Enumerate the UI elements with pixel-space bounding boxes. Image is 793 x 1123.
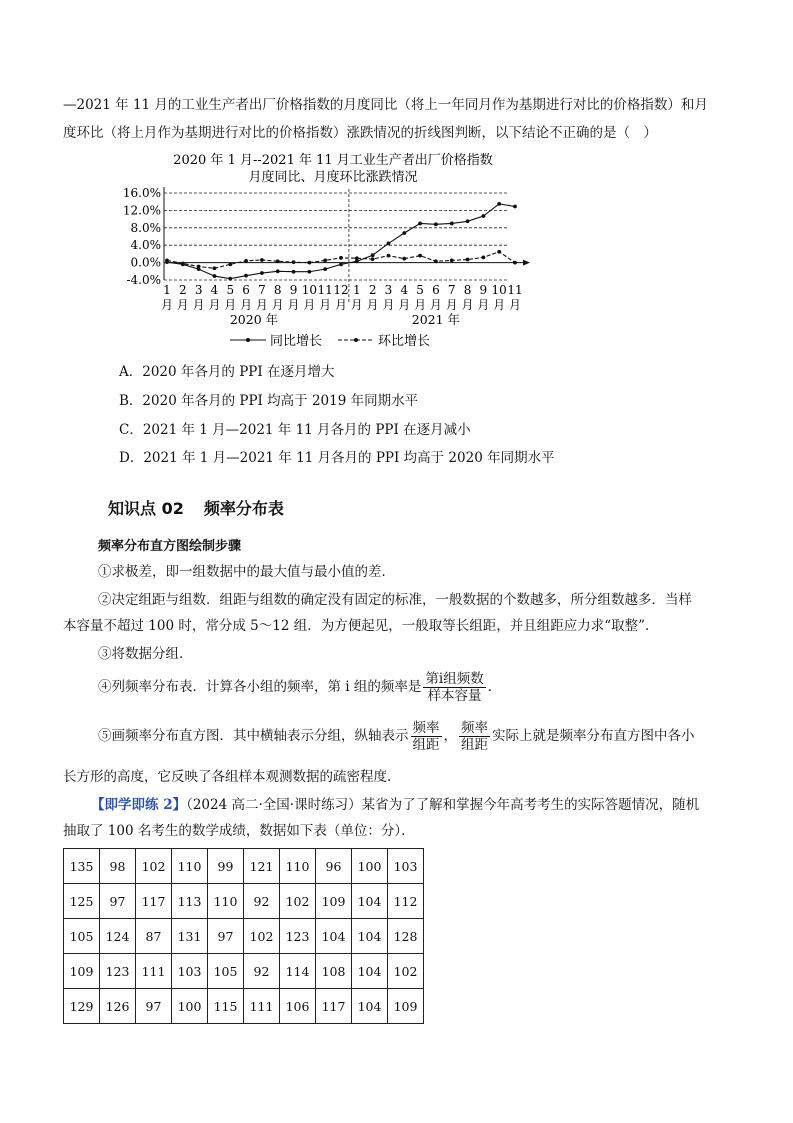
fraction-numerator: 频率: [412, 720, 440, 736]
x-tick-month-label: 月: [176, 298, 189, 312]
x-tick-month-label: 月: [271, 298, 284, 312]
x-tick-month-label: 月: [192, 298, 205, 312]
x-tick-label: 11: [317, 283, 333, 297]
data-point: [371, 257, 375, 261]
table-cell: 105: [208, 954, 244, 989]
section-label: 知识点 02: [108, 499, 184, 518]
x-tick-month-label: 月: [240, 298, 253, 312]
table-cell: 121: [244, 849, 280, 884]
x-tick-label: 11: [507, 283, 523, 297]
table-cell: 104: [352, 919, 388, 954]
table-cell: 110: [280, 849, 316, 884]
x-tick-label: 7: [447, 283, 456, 297]
chart-legend: [230, 334, 430, 349]
data-point: [260, 258, 264, 262]
table-cell: 87: [136, 919, 172, 954]
step-5-comma: ，: [443, 728, 457, 744]
table-cell: 104: [352, 989, 388, 1024]
data-point: [339, 262, 343, 266]
data-point: [418, 254, 422, 258]
question-line-2: 度环比（将上月作为基期进行对比的价格指数）涨跌情况的折线图判断，以下结论不正确的是（ ）: [63, 125, 657, 141]
data-point: [387, 254, 391, 258]
table-cell: 105: [64, 919, 100, 954]
table-cell: 124: [100, 919, 136, 954]
table-cell: 123: [280, 919, 316, 954]
x-tick-month-label: 月: [461, 298, 474, 312]
x-tick-label: 10: [301, 283, 318, 297]
step-4-end: ．: [487, 679, 502, 695]
x-tick-month-label: 月: [350, 298, 363, 312]
x-tick-label: 6: [242, 283, 250, 297]
data-point: [418, 222, 422, 226]
legend-marker-mom: [354, 338, 358, 342]
option-c: C．2021 年 1 月—2021 年 11 月各月的 PPI 在逐月减小: [119, 422, 471, 438]
legend-label-yoy: 同比增长: [270, 334, 323, 349]
data-point: [497, 250, 501, 254]
table-cell: 117: [316, 989, 352, 1024]
section-subtitle: 频率分布直方图绘制步骤: [98, 539, 242, 554]
x-tick-month-label: 月: [208, 298, 221, 312]
table-cell: 102: [244, 919, 280, 954]
table-cell: 128: [388, 919, 424, 954]
table-cell: 135: [64, 849, 100, 884]
x-tick-label: 1: [352, 283, 361, 297]
data-point: [339, 256, 343, 260]
table-cell: 102: [136, 849, 172, 884]
table-cell: 123: [100, 954, 136, 989]
step-1: ①求极差，即一组数据中的最大值与最小值的差．: [98, 564, 395, 580]
data-point: [307, 261, 311, 265]
data-point: [481, 255, 485, 259]
x-tick-label: 8: [463, 283, 472, 297]
table-row: [64, 954, 424, 989]
x-tick-month-label: 月: [414, 298, 427, 312]
table-cell: 98: [100, 849, 136, 884]
data-point: [276, 259, 280, 263]
table-cell: 108: [316, 954, 352, 989]
data-point: [197, 265, 201, 269]
table-cell: 109: [64, 954, 100, 989]
fraction-denominator: 样本容量: [427, 688, 482, 704]
chart-title: 2020 年 1 月--2021 年 11 月工业生产者出厂价格指数: [173, 153, 493, 168]
step-3: ③将数据分组．: [98, 646, 193, 662]
step-4-fraction: [423, 671, 485, 704]
data-point: [228, 277, 232, 281]
fraction-numerator: 第i组频数: [425, 671, 484, 687]
data-point: [497, 202, 501, 206]
data-point: [450, 222, 454, 226]
ppi-line-chart: [120, 150, 540, 355]
data-point: [307, 270, 311, 274]
step-5-text: ⑤画频率分布直方图．其中横轴表示分组，纵轴表示: [98, 728, 409, 744]
x-tick-month-label: 月: [445, 298, 458, 312]
table-cell: 100: [172, 989, 208, 1024]
data-point: [244, 259, 248, 263]
table-cell: 129: [64, 989, 100, 1024]
table-cell: 104: [316, 919, 352, 954]
data-point: [387, 242, 391, 246]
section-heading: [108, 496, 284, 519]
table-cell: 104: [352, 884, 388, 919]
table-cell: 115: [208, 989, 244, 1024]
x-tick-label: 4: [210, 283, 219, 297]
chart-tick-labels: [123, 186, 523, 327]
data-point: [466, 219, 470, 223]
exercise-text-1: 某省为了了解和掌握今年高考考生的实际答题情况，随机: [361, 797, 700, 813]
table-row: [64, 849, 424, 884]
table-cell: 104: [352, 954, 388, 989]
table-cell: 96: [316, 849, 352, 884]
data-point: [323, 267, 327, 271]
fraction-denominator: 组距: [461, 737, 488, 753]
exercise-tag: 【即学即练 2】: [91, 797, 187, 813]
table-row: [64, 989, 424, 1024]
data-point: [181, 262, 185, 266]
step-5: [98, 720, 695, 753]
x-tick-month-label: 月: [224, 298, 237, 312]
table-cell: 100: [352, 849, 388, 884]
x-tick-label: 3: [194, 283, 203, 297]
data-point: [213, 274, 217, 278]
chart-subtitle: 月度同比、月度环比涨跌情况: [248, 170, 418, 185]
legend-label-mom: 环比增长: [378, 334, 431, 349]
table-cell: 92: [244, 884, 280, 919]
table-cell: 114: [280, 954, 316, 989]
step-4: [98, 671, 501, 704]
x-tick-label: 7: [258, 283, 266, 297]
table-cell: 131: [172, 919, 208, 954]
x-tick-label: 2: [178, 283, 187, 297]
exercise-line-1: [91, 796, 699, 814]
x-axis-arrow: [523, 260, 530, 266]
table-cell: 110: [208, 884, 244, 919]
data-point: [228, 262, 232, 266]
table-cell: 117: [136, 884, 172, 919]
x-tick-month-label: 月: [160, 298, 174, 312]
table-cell: 99: [208, 849, 244, 884]
table-cell: 109: [388, 989, 424, 1024]
table-cell: 97: [208, 919, 244, 954]
table-cell: 125: [64, 884, 100, 919]
option-b: B．2020 年各月的 PPI 均高于 2019 年同期水平: [119, 393, 419, 409]
table-cell: 106: [280, 989, 316, 1024]
data-point: [402, 231, 406, 235]
fraction-denominator: 组距: [412, 737, 440, 753]
score-table: [63, 848, 424, 1024]
table-cell: 102: [388, 954, 424, 989]
series-line-yoy: [167, 204, 515, 279]
y-tick-label: -4.0%: [126, 273, 161, 287]
y-tick-label: 4.0%: [130, 238, 161, 253]
x-tick-label: 4: [400, 283, 409, 297]
x-tick-label: 3: [384, 283, 393, 297]
table-cell: 97: [100, 884, 136, 919]
data-point: [466, 258, 470, 262]
table-row: [64, 919, 424, 954]
x-tick-month-label: 月: [303, 298, 316, 312]
table-cell: 103: [172, 954, 208, 989]
question-line-1: —2021 年 11 月的工业生产者出厂价格指数的月度同比（将上一年同月作为基期进行对比的价格指数）和月: [63, 97, 708, 113]
x-tick-month-label: 月: [508, 298, 522, 312]
data-point: [292, 270, 296, 274]
x-tick-label: 6: [432, 283, 440, 297]
option-a: A．2020 年各月的 PPI 在逐月增大: [119, 364, 335, 380]
section-title: 频率分布表: [203, 499, 284, 518]
data-point: [323, 259, 327, 263]
data-point: [276, 269, 280, 273]
step-5-text-end: 实际上就是频率分布直方图中各小: [492, 728, 695, 744]
x-tick-label: 9: [289, 283, 298, 297]
exercise-source: （2024 高二·全国·课时练习）: [186, 797, 362, 813]
chart-series: [165, 202, 517, 281]
table-cell: 111: [136, 954, 172, 989]
x-tick-month-label: 月: [287, 298, 300, 312]
x-tick-label: 12: [333, 283, 349, 297]
x-tick-label: 5: [226, 283, 235, 297]
x-tick-month-label: 月: [493, 298, 506, 312]
step-5-fraction-1: [411, 720, 442, 753]
option-d: D．2021 年 1 月—2021 年 11 月各月的 PPI 均高于 2020 年同期水平: [119, 450, 555, 466]
year-label-2020: 2020 年: [229, 312, 279, 327]
x-tick-month-label: 月: [382, 298, 395, 312]
x-tick-label: 5: [416, 283, 424, 297]
step-5-line-2: 长方形的高度，它反映了各组样本观测数据的疏密程度．: [63, 769, 401, 785]
data-point: [434, 259, 438, 263]
fraction-numerator: 频率: [461, 720, 488, 736]
data-point: [402, 257, 406, 261]
data-point: [292, 260, 296, 264]
x-tick-label: 10: [491, 283, 507, 297]
x-tick-month-label: 月: [319, 298, 332, 312]
step-4-text: ④列频率分布表．计算各小组的频率，第 i 组的频率是: [98, 679, 422, 695]
x-tick-month-label: 月: [398, 298, 411, 312]
table-cell: 102: [280, 884, 316, 919]
data-point: [244, 274, 248, 278]
table-cell: 109: [316, 884, 352, 919]
x-tick-label: 9: [479, 283, 488, 297]
table-cell: 112: [388, 884, 424, 919]
exercise-line-2: 抽取了 100 名考生的数学成绩，数据如下表（单位：分）．: [63, 823, 415, 839]
y-tick-label: 8.0%: [130, 220, 161, 235]
x-tick-month-label: 月: [334, 298, 348, 312]
x-tick-label: 8: [273, 283, 282, 297]
x-tick-month-label: 月: [255, 298, 268, 312]
y-tick-label: 0.0%: [130, 255, 161, 270]
data-point: [513, 205, 517, 209]
x-tick-month-label: 月: [429, 298, 442, 312]
data-point: [481, 214, 485, 218]
legend-marker-yoy: [246, 338, 250, 342]
table-cell: 103: [388, 849, 424, 884]
data-point: [165, 259, 169, 263]
table-cell: 111: [244, 989, 280, 1024]
y-tick-label: 16.0%: [122, 186, 161, 200]
data-point: [213, 266, 217, 270]
year-label-2021: 2021 年: [411, 312, 461, 327]
data-point: [355, 256, 359, 260]
x-tick-month-label: 月: [366, 298, 379, 312]
table-cell: 113: [172, 884, 208, 919]
x-tick-label: 1: [163, 283, 171, 297]
step-2-line-1: ②决定组距与组数．组距与组数的确定没有固定的标准，一般数据的个数越多，所分组数越多．当样: [98, 592, 692, 608]
table-cell: 126: [100, 989, 136, 1024]
data-point: [371, 253, 375, 257]
x-tick-month-label: 月: [477, 298, 490, 312]
step-2-line-2: 本容量不超过 100 时，常分成 5～12 组．为方便起见，一般取等长组距，并且组距应力求“取整”．: [63, 618, 659, 634]
table-cell: 110: [172, 849, 208, 884]
data-point: [260, 271, 264, 275]
table-cell: 92: [244, 954, 280, 989]
table-row: [64, 884, 424, 919]
table-cell: 97: [136, 989, 172, 1024]
step-5-fraction-2: [459, 720, 490, 753]
data-point: [450, 259, 454, 263]
y-tick-label: 12.0%: [122, 203, 161, 218]
data-point: [513, 261, 517, 265]
data-point: [434, 222, 438, 226]
x-tick-label: 2: [368, 283, 377, 297]
